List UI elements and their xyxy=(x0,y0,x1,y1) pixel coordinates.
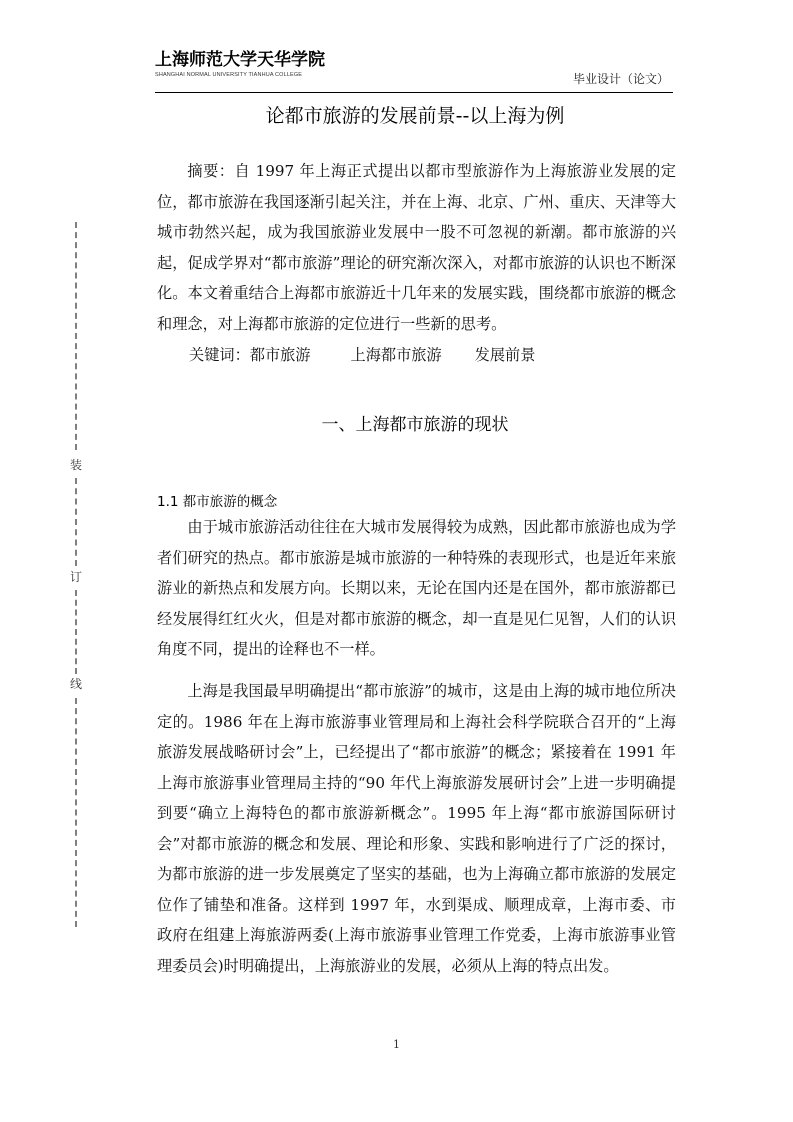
document-title: 论都市旅游的发展前景--以上海为例 xyxy=(265,105,565,127)
body-paragraph: 上海是我国最早明确提出“都市旅游”的城市，这是由上海的城市地位所决定的。1986 年在上海市旅游事业管理局和上海社会科学院联合召开的“上海旅游发展战略研讨会”上，已经提出了“都市旅游”的概念；紧接着在 1991 年上海市旅游事业管理局主持的“90 年代上海旅游发展研讨会”上进一步明确提到要“确立上海特色的都市旅游新概念”。1995 年上海“都市旅游国际研讨会”对都市旅游的概念和发展、理论和形象、实践和影响进行了广泛的探讨，为都市旅游的进一步发展奠定了坚实的基础，也为上海确立都市旅游的发展定位作了铺垫和准备。这样到 1997 年，水到渠成、顺理成章，上海市委、市政府在组建上海旅游两委(上海市旅游事业管理工作党委，上海市旅游事业管理委员会)时明确提出，上海旅游业的发展，必须从上海的特点出发。 xyxy=(157,682,676,975)
keywords-label: 关键词： xyxy=(189,346,250,364)
abstract-text: 摘要：自 1997 年上海正式提出以都市型旅游作为上海旅游业发展的定位，都市旅游在我国逐渐引起关注，并在上海、北京、广州、重庆、天津等大城市勃然兴起，成为我国旅游业发展中一股不可忽视的新潮。都市旅游的兴起，促成学界对“都市旅游”理论的研究渐次深入，对都市旅游的认识也不断深化。本文着重结合上海都市旅游近十几年来的发展实践，围绕都市旅游的概念和理念，对上海都市旅游的定位进行一些新的思考。 xyxy=(157,162,676,333)
logo-chinese-name: 上海师范大学天华学院 xyxy=(155,50,325,70)
abstract-section xyxy=(157,156,676,339)
section-heading: 一、上海都市旅游的现状 xyxy=(321,415,509,435)
binding-mark-xian: 线 xyxy=(69,677,82,691)
binding-mark-zhuang: 装 xyxy=(69,458,82,472)
binding-dash-segment xyxy=(75,590,77,674)
keyword: 上海都市旅游 xyxy=(350,346,442,364)
binding-dash-segment xyxy=(75,222,77,450)
body-paragraph-block xyxy=(157,512,676,665)
binding-dash-segment xyxy=(75,698,77,927)
college-logo xyxy=(155,50,325,79)
page-number: 1 xyxy=(393,1038,400,1051)
keywords-line xyxy=(189,343,535,367)
keyword: 发展前景 xyxy=(474,346,536,364)
keyword: 都市旅游 xyxy=(249,346,311,364)
subsection-heading: 1.1 都市旅游的概念 xyxy=(157,494,278,510)
body-paragraph: 由于城市旅游活动往往在大城市发展得较为成熟，因此都市旅游也成为学者们研究的热点。都市旅游是城市旅游的一种特殊的表现形式，也是近年来旅游业的新热点和发展方向。长期以来，无论在国内还是在国外，都市旅游都已经发展得红红火火，但是对都市旅游的概念，却一直是见仁见智，人们的认识角度不同，提出的诠释也不一样。 xyxy=(157,518,676,658)
header-document-type: 毕业设计（论文） xyxy=(572,72,669,86)
binding-mark-ding: 订 xyxy=(69,570,82,584)
binding-line xyxy=(69,222,83,927)
binding-dash-segment xyxy=(75,478,77,566)
header-divider xyxy=(155,92,673,93)
logo-english-name: SHANGHAI NORMAL UNIVERSITY TIANHUA COLLEGE xyxy=(155,72,303,78)
body-paragraph-block xyxy=(157,676,676,981)
